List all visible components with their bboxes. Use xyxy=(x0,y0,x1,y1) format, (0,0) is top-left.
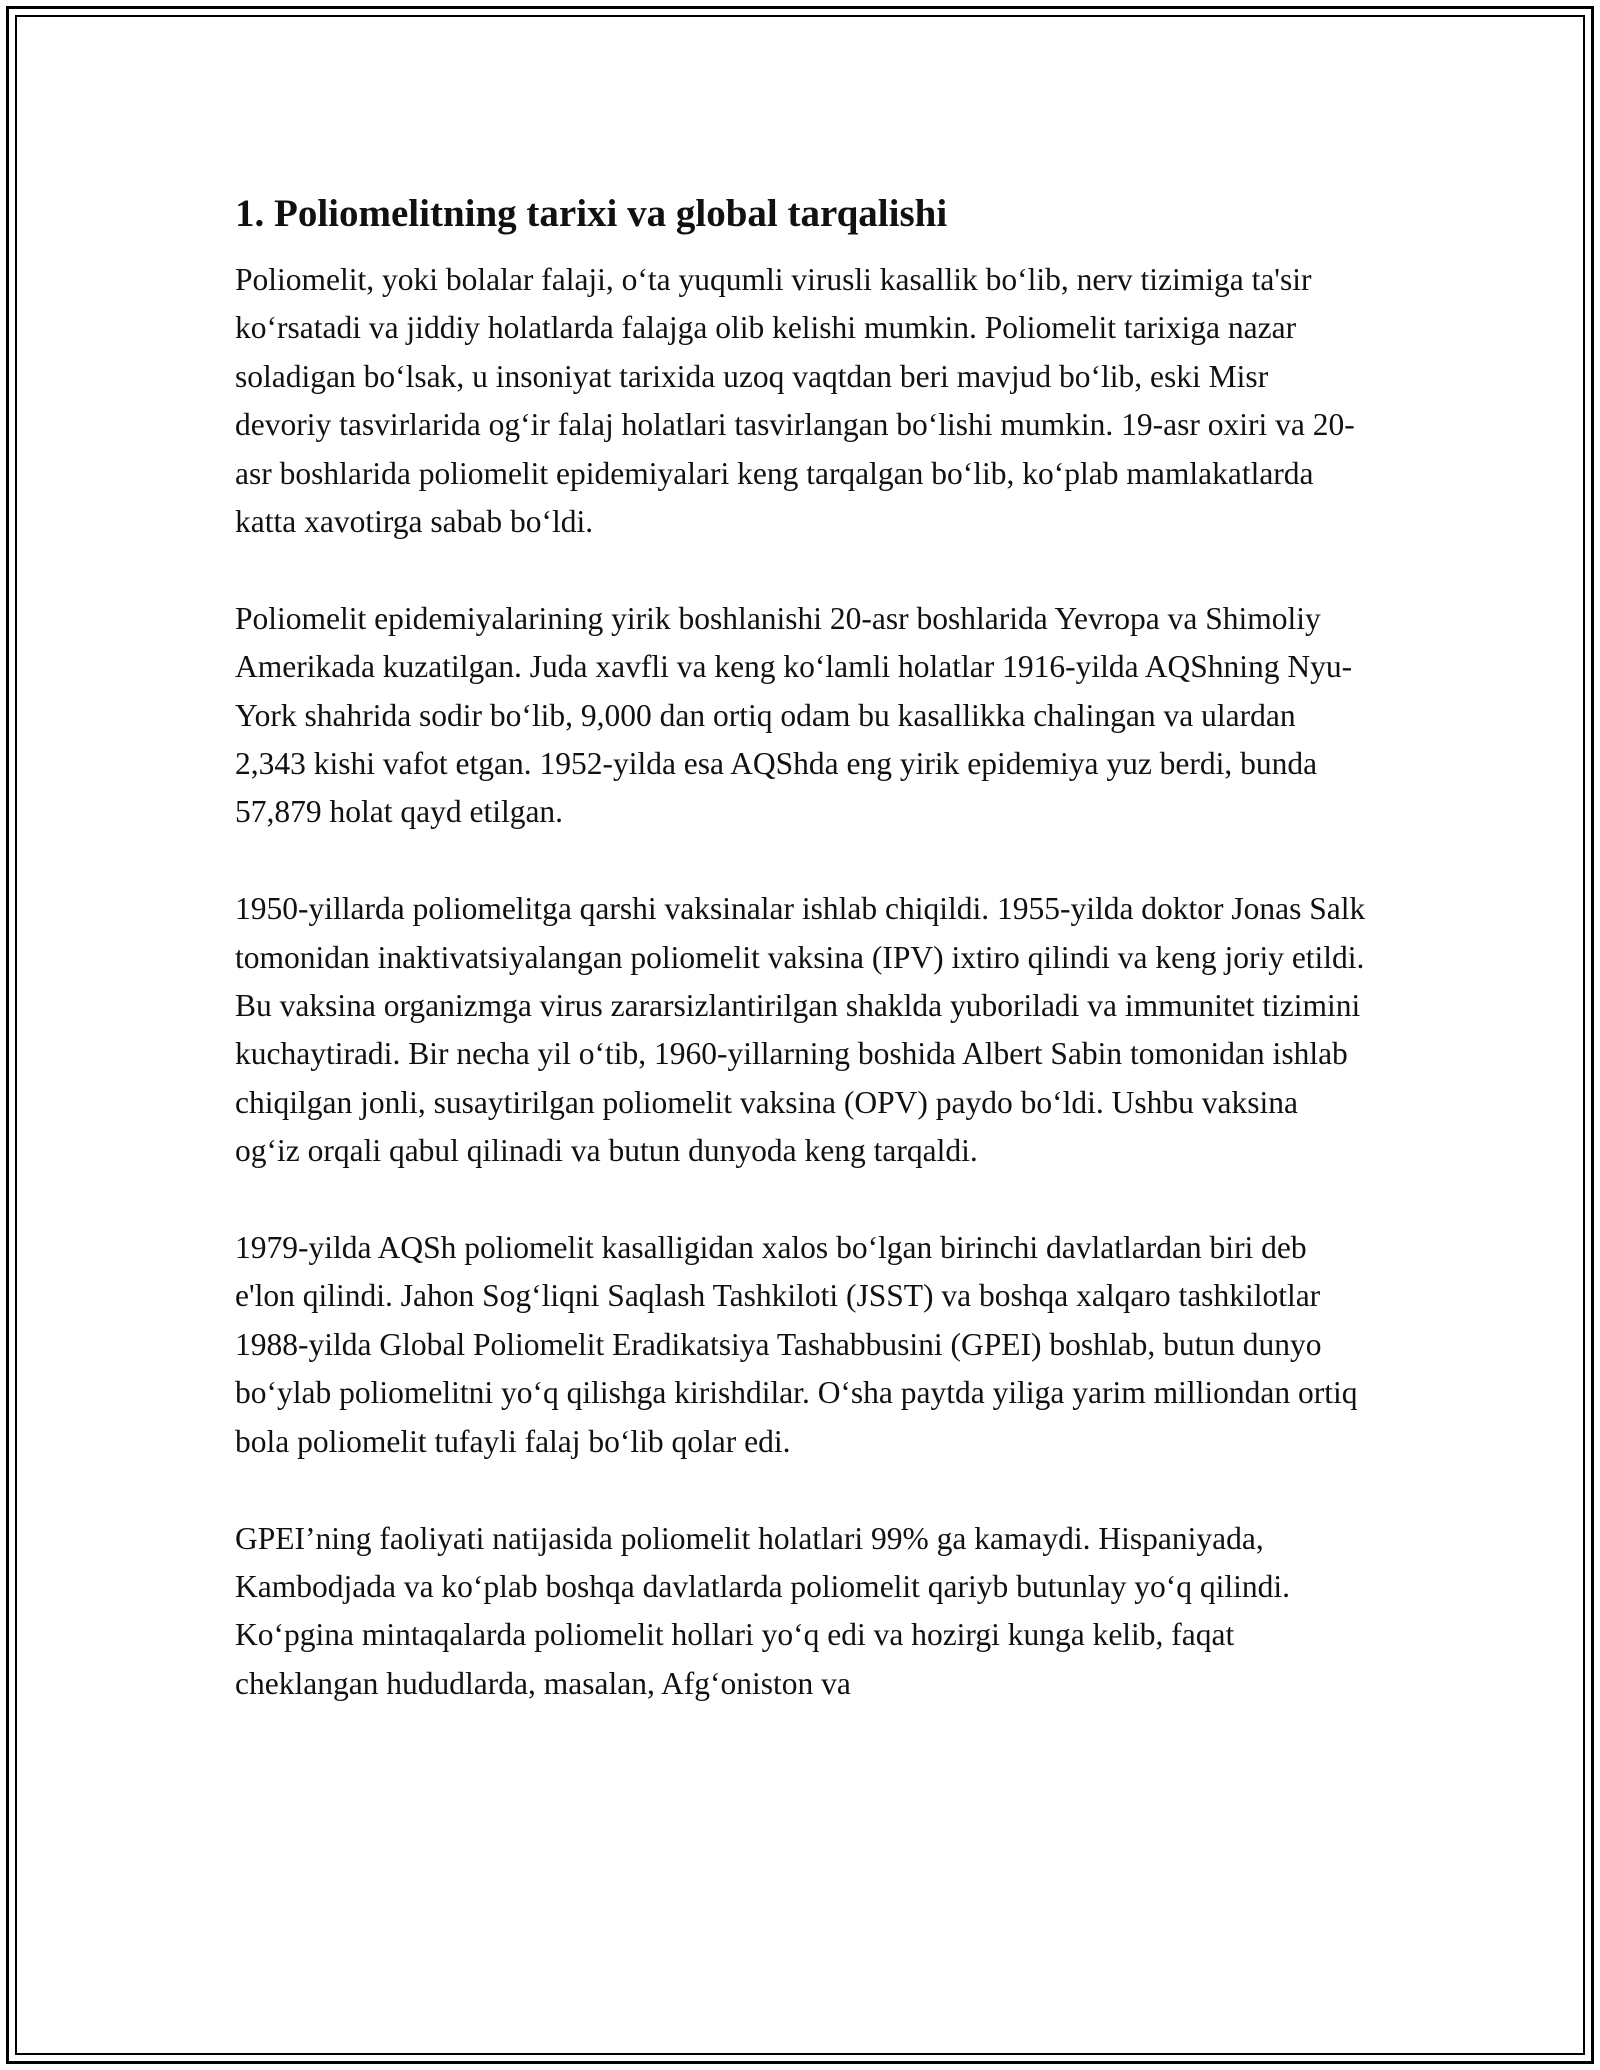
paragraph-vaccine-development: 1950-yillarda poliomelitga qarshi vaksinalar ishlab chiqildi. 1955-yilda doktor Jonas Salk tomonidan inaktivatsiyalangan poliomelit vaksina (IPV) ixtiro qilindi va keng joriy etildi. Bu vaksina organizmga virus zararsizlantirilgan shaklda yuboriladi va immunitet tizimini kuchaytiradi. Bir necha yil o‘tib, 1960-yillarning boshida Albert Sabin tomonidan ishlab chiqilgan jonli, susaytirilgan poliomelit vaksina (OPV) paydo bo‘ldi. Ushbu vaksina og‘iz orqali qabul qilinadi va butun dunyoda keng tarqaldi. xyxy=(235,891,1366,1169)
paragraph-early-epidemics: Poliomelit epidemiyalarining yirik boshlanishi 20-asr boshlarida Yevropa va Shimoliy Amerikada kuzatilgan. Juda xavfli va keng ko‘lamli holatlar 1916-yilda AQShning Nyu-York shahrida sodir bo‘lib, 9,000 dan ortiq odam bu kasallikka chalingan va ulardan 2,343 kishi vafot etgan. 1952-yilda esa AQShda eng yirik epidemiya yuz berdi, bunda 57,879 holat qayd etilgan. xyxy=(235,600,1353,830)
section-heading: 1. Poliomelitning tarixi va global tarqalishi xyxy=(235,192,948,235)
paragraph-eradication-initiative: 1979-yilda AQSh poliomelit kasalligidan xalos bo‘lgan birinchi davlatlardan biri deb e'lon qilindi. Jahon Sog‘liqni Saqlash Tashkiloti (JSST) va boshqa xalqaro tashkilotlar 1988-yilda Global Poliomelit Eradikatsiya Tashabbusini (GPEI) boshlab, butun dunyo bo‘ylab poliomelitni yo‘q qilishga kirishdilar. O‘sha paytda yiliga yarim milliondan ortiq bola poliomelit tufayli falaj bo‘lib qolar edi. xyxy=(235,1230,1358,1459)
paragraph-history-overview: Poliomelit, yoki bolalar falaji, o‘ta yuqumli virusli kasallik bo‘lib, nerv tizimiga ta'sir ko‘rsatadi va jiddiy holatlarda falajga olib kelishi mumkin. Poliomelit tarixiga nazar soladigan bo‘lsak, u insoniyat tarixida uzoq vaqtdan beri mavjud bo‘lib, eski Misr devoriy tasvirlarida og‘ir falaj holatlari tasvirlangan bo‘lishi mumkin. 19-asr oxiri va 20-asr boshlarida poliomelit epidemiyalari keng tarqalgan bo‘lib, ko‘plab mamlakatlarda katta xavotirga sabab bo‘ldi. xyxy=(235,262,1355,540)
document-body xyxy=(235,188,1370,1757)
paragraph-gpei-results: GPEI’ning faoliyati natijasida poliomelit holatlari 99% ga kamaydi. Hispaniyada, Kambodjada va ko‘plab boshqa davlatlarda poliomelit qariyb butunlay yo‘q qilindi. Ko‘pgina mintaqalarda poliomelit hollari yo‘q edi va hozirgi kunga kelib, faqat cheklangan hududlarda, masalan, Afg‘oniston va xyxy=(235,1520,1291,1701)
